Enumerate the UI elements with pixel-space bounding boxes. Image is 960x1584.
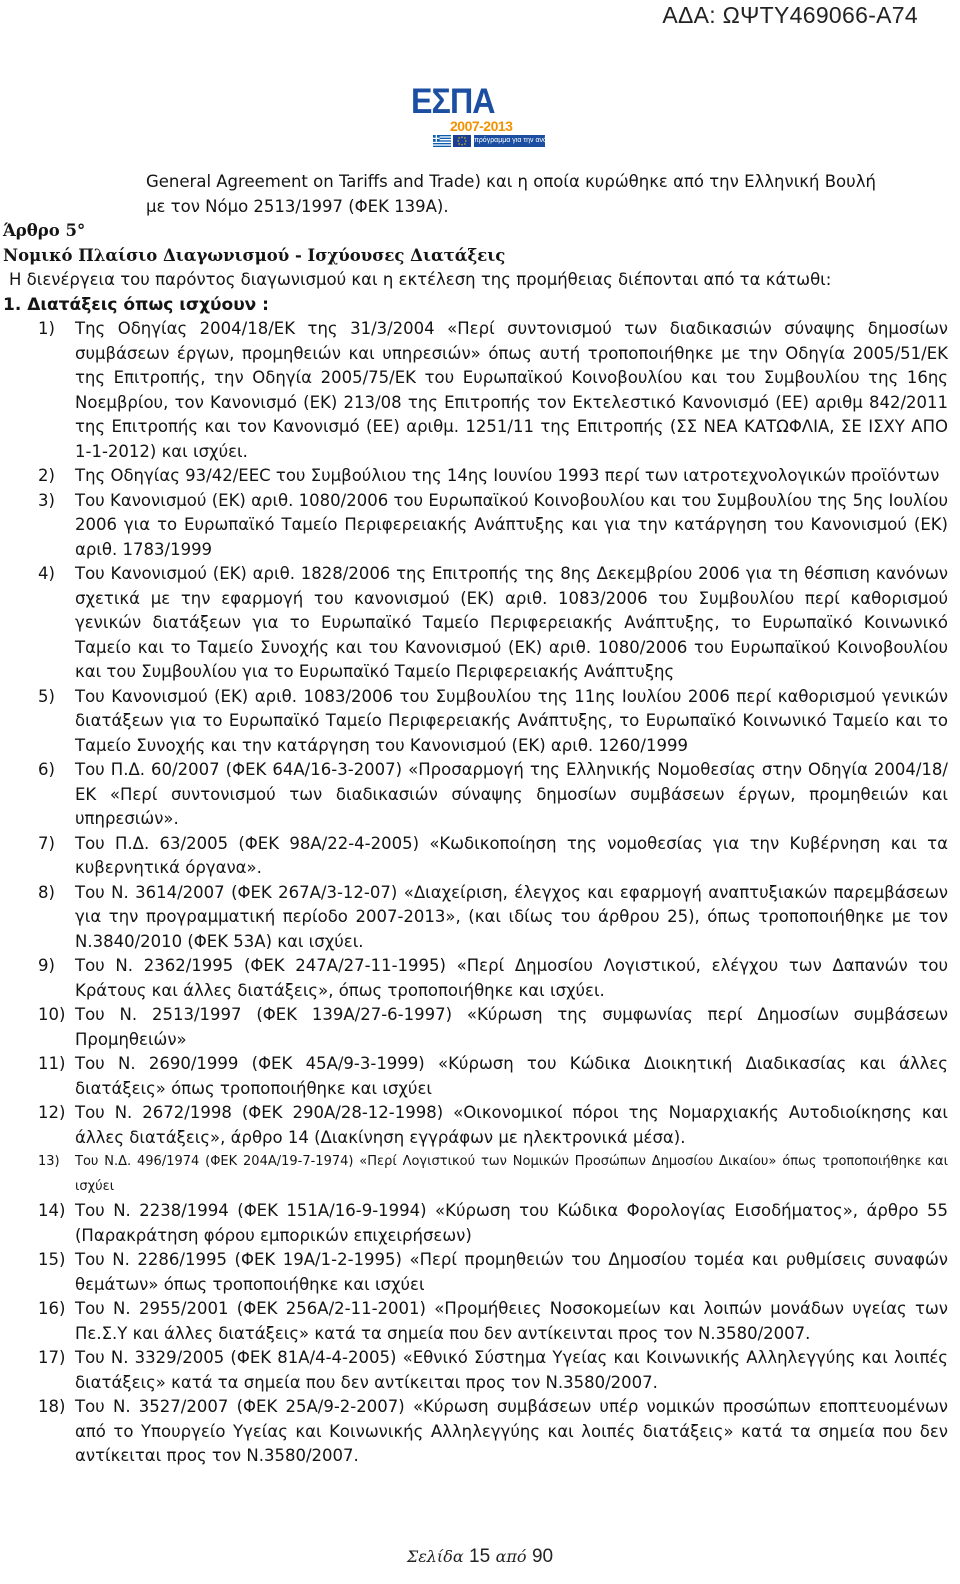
article-title: Άρθρο 5° [3, 221, 86, 240]
espa-logo [411, 82, 566, 152]
greek-flag-icon [433, 135, 451, 147]
page-footer [0, 1546, 960, 1568]
page-label: Σελίδα [406, 1547, 464, 1566]
list-item-text: Του Ν. 3527/2007 (ΦΕΚ 25Α/9-2-2007) «Κύρωση συμβάσεων υπέρ νομικών προσώπων εποπτευομένων από το Υπουργείο Υγείας και Κοινωνικής Αλληλεγγύης και λοιπές διατάξεις» κατά τα σημεία που δεν αντίκειται προς τον Ν.3580/2007. [75, 1397, 948, 1465]
list-item-number: 11) [38, 1054, 66, 1073]
total-pages: 90 [531, 1546, 554, 1567]
list-item-number: 5) [38, 686, 55, 706]
list-item-number: 6) [38, 760, 55, 779]
section-title: 1. Διατάξεις όπως ισχύουν : [3, 294, 269, 315]
list-item-number: 17) [38, 1348, 66, 1367]
intro-line: General Agreement on Tariffs and Trade) και η οποία κυρώθηκε από την Ελληνική Βουλή [146, 172, 876, 191]
list-item-text: Του Ν. 2238/1994 (ΦΕΚ 151Α/16-9-1994) «Κύρωση του Κώδικα Φορολογίας Εισοδήματος», άρθρο 55 (Παρακράτηση φόρου εμπορικών επιχειρήσεων) [75, 1201, 948, 1245]
list-item [0, 685, 948, 759]
list-item-number: 12) [38, 1103, 66, 1122]
logo-years: 2007-2013 [450, 118, 513, 134]
list-item [0, 758, 948, 832]
list-item-text: Του Ν. 2286/1995 (ΦΕΚ 19Α/1-2-1995) «Περί προμηθειών του Δημοσίου τομέα και ρυθμίσεις συναφών θεμάτων» όπως τροποποιήθηκε και ισχύει [75, 1250, 948, 1294]
list-item-number: 7) [38, 833, 55, 853]
list-item-text: Του Π.Δ. 60/2007 (ΦΕΚ 64Α/16-3-2007) «Προσαρμογή της Ελληνικής Νομοθεσίας στην Οδηγία 2004/18/ΕΚ «Περί συντονισμού των διαδικασιών σύναψης δημοσίων συμβάσεων έργων, προμηθειών και υπηρεσιών». [75, 760, 948, 828]
list-item-text: Του Ν.Δ. 496/1974 (ΦΕΚ 204Α/19-7-1974) «Περί Λογιστικού των Νομικών Προσώπων Δημοσίου Δικαίου» όπως τροποποιήθηκε και ισχύει [75, 1154, 948, 1194]
list-item-text: Του Ν. 2513/1997 (ΦΕΚ 139Α/27-6-1997) «Κύρωση της συμφωνίας περί Δημοσίων συμβάσεων Προμηθειών» [75, 1005, 948, 1049]
list-item [0, 881, 948, 955]
list-item-text: Του Ν. 2690/1999 (ΦΕΚ 45Α/9-3-1999) «Κύρωση του Κώδικα Διοικητική Διαδικασίας και άλλες διατάξεις» όπως τροποποιήθηκε και ισχύει [75, 1054, 948, 1098]
list-item-text: Του Κανονισμού (ΕΚ) αριθ. 1828/2006 της Επιτροπής της 8ης Δεκεμβρίου 2006 για τη θέσπιση κανόνων σχετικά με την εφαρμογή του κανονισμού (ΕΚ) αριθ. 1083/2006 του Συμβουλίου περί καθορισμού γενικών διατάξεων για το Ευρωπαϊκό Ταμείο Περιφερειακής Ανάπτυξης, το Ευρωπαϊκό Κοινωνικό Ταμείο και το Ταμείο Συνοχής και του Κανονισμού (ΕΚ) αριθ. 1080/2006 του Ευρωπαϊκού Κοινοβουλίου και του Συμβουλίου για το Ευρωπαϊκό Ταμείο Περιφερειακής Ανάπτυξης [75, 564, 948, 681]
list-item-text: Του Κανονισμού (ΕΚ) αριθ. 1080/2006 του Ευρωπαϊκού Κοινοβουλίου και του Συμβουλίου της 5ης Ιουλίου 2006 για το Ευρωπαϊκό Ταμείο Περιφερειακής Ανάπτυξης και για την κατάργηση του Κανονισμού (ΕΚ) αριθ. 1783/1999 [75, 490, 948, 559]
list-item-number: 14) [38, 1201, 66, 1220]
list-item [0, 1052, 948, 1101]
list-item [0, 1297, 948, 1346]
list-item [0, 464, 948, 489]
list-item-text: Του Π.Δ. 63/2005 (ΦΕΚ 98Α/22-4-2005) «Κωδικοποίηση της νομοθεσίας για την Κυβέρνηση και τα κυβερνητικά όργανα». [75, 833, 948, 877]
lead-paragraph: Η διενέργεια του παρόντος διαγωνισμού και η εκτέλεση της προμήθειας διέπονται από τα κάτωθι: [9, 270, 832, 289]
list-item-text: Του Ν. 2362/1995 (ΦΕΚ 247Α/27-11-1995) «Περί Δημοσίου Λογιστικού, ελέγχου των Δαπανών του Κράτους και άλλες διατάξεις», όπως τροποποιήθηκε και ισχύει. [75, 956, 948, 1000]
list-item [0, 1395, 948, 1469]
list-item [0, 562, 948, 685]
article-subtitle: Νομικό Πλαίσιο Διαγωνισμού - Ισχύουσες Διατάξεις [3, 245, 506, 265]
list-item-number: 9) [38, 956, 55, 975]
list-item [0, 832, 948, 881]
list-item-text: Του Κανονισμού (ΕΚ) αριθ. 1083/2006 του Συμβουλίου της 11ης Ιουλίου 2006 περί καθορισμού γενικών διατάξεων για το Ευρωπαϊκό Ταμείο Περιφερειακής Ανάπτυξης, το Ευρωπαϊκό Κοινωνικό Ταμείο και το Ταμείο Συνοχής και την κατάργηση του Κανονισμού (ΕΚ) αριθ. 1260/1999 [75, 686, 948, 755]
list-item-text: Της Οδηγίας 2004/18/ΕΚ της 31/3/2004 «Περί συντονισμού των διαδικασιών σύναψης δημοσίων συμβάσεων έργων, προμηθειών και υπηρεσιών» όπως αυτή τροποποιήθηκε με την Οδηγία 2005/51/ΕΚ της Επιτροπής, την Οδηγία 2005/75/ΕΚ του Ευρωπαϊκού Κοινοβουλίου και του Συμβουλίου της 16ης Νοεμβρίου, τον Κανονισμό (ΕΚ) 213/08 της Επιτροπής τον Εκτελεστικό Κανονισμό (ΕΕ) αριθμ 842/2011 της Επιτροπής και τον Κανονισμό (ΕΕ) αριθμ. 1251/11 της Επιτροπής (ΣΣ ΝΕΑ ΚΑΤΩΦΛΙΑ, ΣΕ ΙΣΧΥ ΑΠΟ 1-1-2012) και ισχύει. [75, 319, 948, 461]
list-item [0, 317, 948, 464]
provisions-list [0, 317, 960, 1469]
list-item [0, 1346, 948, 1395]
list-item [0, 1199, 948, 1248]
list-item-number: 8) [38, 882, 55, 902]
list-item-number: 10) [38, 1005, 66, 1024]
eu-flag-icon [453, 135, 471, 147]
list-item-number: 18) [38, 1397, 66, 1416]
document-body [0, 170, 960, 1469]
list-item-number: 15) [38, 1250, 66, 1269]
list-item-number: 13) [38, 1154, 60, 1169]
list-item-number: 2) [38, 466, 55, 485]
list-item [0, 1150, 948, 1199]
list-item-text: Του Ν. 3614/2007 (ΦΕΚ 267Α/3-12-07) «Διαχείριση, έλεγχος και εφαρμογή αναπτυξιακών παρεμβάσεων για την προγραμματική περίοδο 2007-2013», (και ιδίως του άρθρου 25), όπως τροποποιήθηκε με τον Ν.3840/2010 (ΦΕΚ 53Α) και ισχύει. [75, 882, 948, 951]
logo-wordmark: ΕΣΠΑ [411, 82, 495, 121]
list-item [0, 489, 948, 563]
list-item-number: 3) [38, 490, 55, 510]
page-number: 15 [469, 1546, 491, 1567]
intro-line: με τον Νόμο 2513/1997 (ΦΕΚ 139Α). [146, 196, 449, 216]
list-item [0, 1248, 948, 1297]
list-item-text: Του Ν. 3329/2005 (ΦΕΚ 81Α/4-4-2005) «Εθνικό Σύστημα Υγείας και Κοινωνικής Αλληλεγγύης και λοιπές διατάξεις» κατά τα σημεία που δεν αντίκειται προς τον Ν.3580/2007. [75, 1348, 948, 1392]
list-item-number: 1) [38, 319, 55, 338]
list-item [0, 954, 948, 1003]
list-item-text: Του Ν. 2672/1998 (ΦΕΚ 290Α/28-12-1998) «Οικονομικοί πόροι της Νομαρχιακής Αυτοδιοίκησης και άλλες διατάξεις», άρθρο 14 (Διακίνηση εγγράφων με ηλεκτρονικά μέσα). [75, 1103, 948, 1147]
list-item-number: 4) [38, 564, 55, 583]
logo-slogan: πρόγραμμα για την ανάπτυξη [474, 135, 545, 147]
of-label: από [495, 1547, 527, 1566]
ada-code: ΑΔΑ: ΩΨΤΥ469066-Α74 [662, 2, 918, 28]
list-item-number: 16) [38, 1299, 66, 1318]
list-item [0, 1003, 948, 1052]
list-item-text: Του Ν. 2955/2001 (ΦΕΚ 256Α/2-11-2001) «Προμήθειες Νοσοκομείων και λοιπών μονάδων υγείας των Πε.Σ.Υ και άλλες διατάξεις» κατά τα σημεία που δεν αντίκεινται προς τον Ν.3580/2007. [75, 1299, 948, 1343]
list-item [0, 1101, 948, 1150]
list-item-text: Της Οδηγίας 93/42/ΕΕC του Συμβούλιου της 14ης Ιουνίου 1993 περί των ιατροτεχνολογικών προϊόντων [75, 466, 940, 485]
